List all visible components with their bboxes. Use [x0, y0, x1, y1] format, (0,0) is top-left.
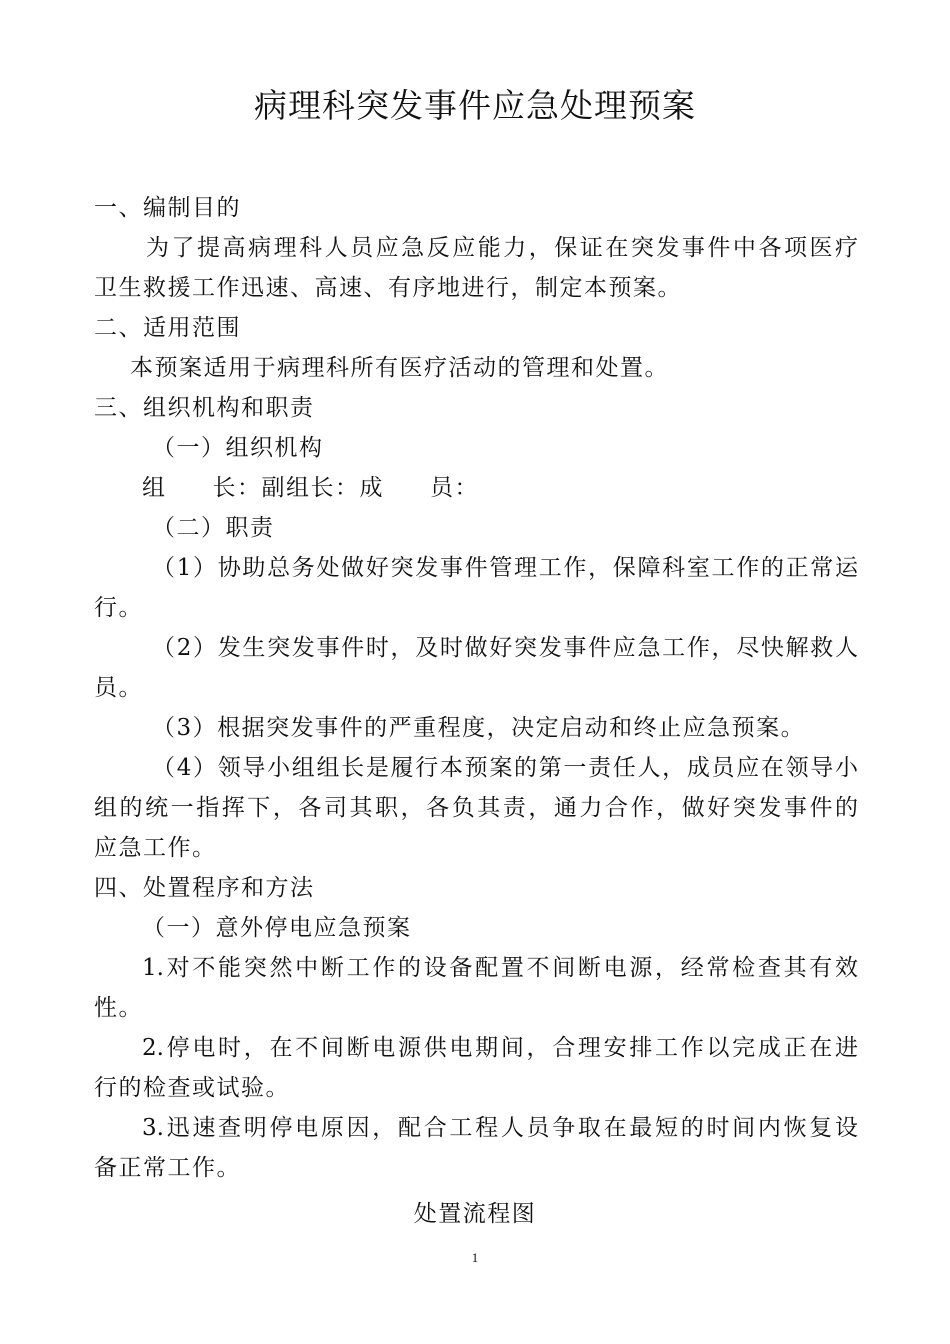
duty-1-line-2: 行。 [94, 595, 143, 621]
procedure-3-line-1: 3.迅速查明停电原因，配合工程人员争取在最短的时间内恢复设 [142, 1115, 858, 1141]
duty-4-line-2: 组的统一指挥下，各司其职，各负其责，通力合作，做好突发事件的 [94, 795, 858, 821]
duty-2-line-1: （2）发生突发事件时，及时做好突发事件应急工作，尽快解救人 [152, 635, 858, 661]
section-3-subheading-organization: （一）组织机构 [152, 435, 324, 461]
section-4-subheading-power-outage: （一）意外停电应急预案 [142, 915, 412, 941]
procedure-2-line-2: 行的检查或试验。 [94, 1075, 290, 1101]
procedure-3-line-2: 备正常工作。 [94, 1155, 241, 1181]
organization-members-line [142, 472, 479, 504]
duty-3-line-1: （3）根据突发事件的严重程度，决定启动和终止应急预案。 [152, 715, 806, 741]
members-label-a: 组 [142, 475, 167, 501]
document-title: 病理科突发事件应急处理预案 [254, 86, 696, 125]
section-2-heading: 二、适用范围 [94, 315, 241, 341]
flowchart-caption: 处置流程图 [413, 1201, 537, 1227]
section-1-paragraph-line-2: 卫生救援工作迅速、高速、有序地进行，制定本预案。 [94, 275, 682, 301]
section-1-paragraph-line-1: 为了提高病理科人员应急反应能力，保证在突发事件中各项医疗 [146, 235, 858, 261]
procedure-1-line-2: 性。 [94, 995, 143, 1021]
section-3-subheading-duties: （二）职责 [152, 515, 275, 541]
section-1-heading: 一、编制目的 [94, 195, 241, 221]
page-number: 1 [471, 1250, 479, 1265]
duty-1-line-1: （1）协助总务处做好突发事件管理工作，保障科室工作的正常运 [152, 555, 858, 581]
duty-4-line-1: （4）领导小组组长是履行本预案的第一责任人，成员应在领导小 [152, 755, 858, 781]
duty-2-line-2: 员。 [94, 675, 143, 701]
members-label-c: 员： [430, 475, 479, 501]
section-4-heading: 四、处置程序和方法 [94, 875, 315, 901]
members-label-b: 长：副组长：成 [212, 475, 384, 501]
procedure-1-line-1: 1.对不能突然中断工作的设备配置不间断电源，经常检查其有效 [142, 955, 858, 981]
section-3-heading: 三、组织机构和职责 [94, 395, 315, 421]
procedure-2-line-1: 2.停电时，在不间断电源供电期间，合理安排工作以完成正在进 [142, 1035, 858, 1061]
section-2-paragraph: 本预案适用于病理科所有医疗活动的管理和处置。 [130, 355, 669, 381]
duty-4-line-3: 应急工作。 [94, 835, 217, 861]
